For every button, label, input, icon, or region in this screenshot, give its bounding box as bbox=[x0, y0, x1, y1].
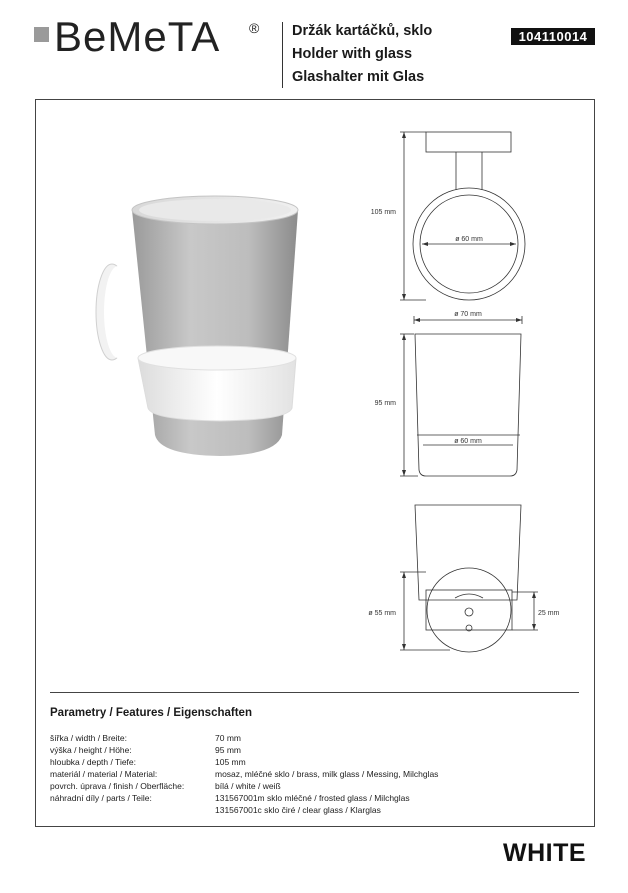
param-label: hloubka / depth / Tiefe: bbox=[50, 757, 137, 767]
product-title-de: Glashalter mit Glas bbox=[292, 69, 425, 85]
param-value: 105 mm bbox=[215, 757, 246, 767]
brand-logo-mark bbox=[34, 27, 49, 42]
height-label: 95 mm bbox=[374, 400, 396, 407]
technical-drawings bbox=[360, 120, 580, 660]
front-inner-diameter-label: ø 60 mm bbox=[454, 438, 482, 445]
param-label: šířka / width / Breite: bbox=[50, 733, 127, 743]
param-value: 70 mm bbox=[215, 733, 241, 743]
product-title-en: Holder with glass bbox=[292, 46, 413, 62]
parameters-title: Parametry / Features / Eigenschaften bbox=[50, 707, 252, 719]
side-view-glass bbox=[415, 505, 521, 600]
front-view-glass bbox=[415, 334, 521, 476]
parameters-divider bbox=[50, 692, 579, 693]
param-value: bílá / white / weiß bbox=[215, 781, 281, 791]
param-value: 131567001m sklo mléčné / frosted glass / Milchglas bbox=[215, 793, 410, 803]
brand-logo: BeMeTA bbox=[54, 13, 221, 60]
param-value: mosaz, mléčné sklo / brass, milk glass / Messing, Milchglas bbox=[215, 769, 439, 779]
base-diameter-label: ø 55 mm bbox=[368, 610, 396, 617]
side-view-rosette bbox=[427, 568, 511, 652]
param-label: materiál / material / Material: bbox=[50, 769, 158, 779]
header-divider bbox=[282, 22, 283, 88]
width-label: ø 70 mm bbox=[454, 311, 482, 318]
product-code: 104110014 bbox=[511, 28, 595, 45]
top-inner-diameter-label: ø 60 mm bbox=[455, 236, 483, 243]
param-label: výška / height / Höhe: bbox=[50, 745, 132, 755]
param-label: povrch. úprava / finish / Oberfläche: bbox=[50, 781, 185, 791]
product-photo bbox=[60, 180, 320, 490]
param-value: 95 mm bbox=[215, 745, 241, 755]
registered-mark: ® bbox=[249, 20, 260, 36]
finish-label: WHITE bbox=[503, 839, 587, 867]
param-value: 131567001c sklo čiré / clear glass / Klarglas bbox=[215, 805, 381, 815]
mount-height-label: 25 mm bbox=[538, 610, 560, 617]
depth-label: 105 mm bbox=[370, 209, 396, 216]
param-label: náhradní díly / parts / Teile: bbox=[50, 793, 152, 803]
product-title-cz: Držák kartáčků, sklo bbox=[292, 23, 433, 39]
top-view-mount-plate bbox=[426, 132, 511, 152]
